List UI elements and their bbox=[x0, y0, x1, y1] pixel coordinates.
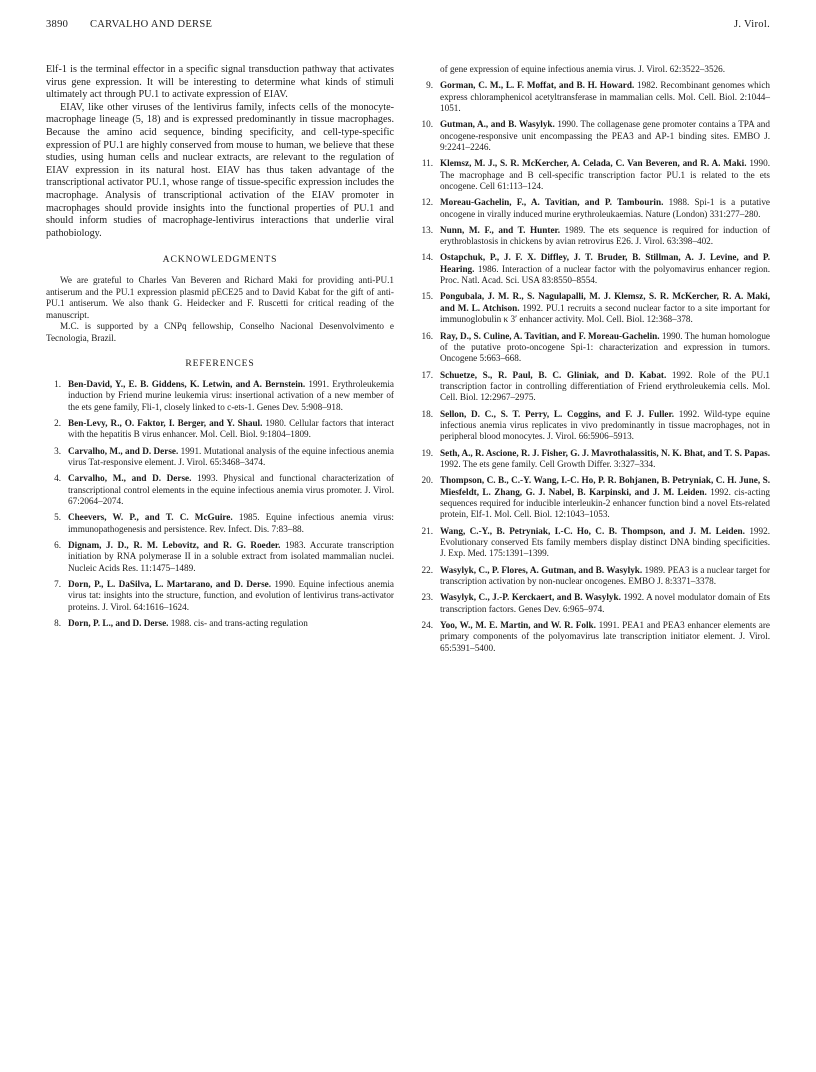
reference-text: 1985. Equine infectious anemia virus: immunopathogenesis and persistence. Rev. Infect. Dis. 7:83–88. bbox=[68, 512, 394, 534]
reference-authors: Wasylyk, C., P. Flores, A. Gutman, and B. Wasylyk. bbox=[440, 564, 643, 575]
reference-text: 1983. Accurate transcription initiation by RNA polymerase II in a soluble extract from isolated mammalian nuclei. Nucleic Acids Res. 11:1475–1489. bbox=[68, 539, 394, 573]
body-paragraph: EIAV, like other viruses of the lentivirus family, infects cells of the monocyte-macrophage lineage (5, 18) and is expressed predominantly in tissue macrophages. Because the amino acid sequence, binding specificity, and cell-type-specific expression of PU.1 are highly conserved from mouse to human, we believe that these studies, using human cells and nuclear extracts, are relevant to the regulation of EIAV expression in its natural host. EIAV has thus taken advantage of the transcriptional activator PU.1, whose range of tissue-specific expression includes the macrophage. Analysis of transcriptional activation of the EIAV promoter in macrophages should provide insights into the functional properties of PU.1 and should inform studies of macrophage-lentivirus interactions that underlie viral pathobiology. bbox=[46, 101, 394, 239]
page-number: 3890 bbox=[46, 19, 69, 30]
reference-text: 1988. Spi-1 is a putative oncogene in virally induced murine erythroleukaemias. Nature (London) 331:277–280. bbox=[440, 197, 770, 219]
references-list-right-items bbox=[418, 80, 770, 654]
reference-number: 4. bbox=[54, 473, 61, 484]
reference-item bbox=[418, 158, 770, 192]
reference-text: 1992. Role of the PU.1 transcription factor in controlling differentiation of Friend erythroleukemia cells. Mol. Cell. Biol. 12:2967–2975. bbox=[440, 369, 770, 403]
reference-item bbox=[418, 252, 770, 286]
reference-authors: Yoo, W., M. E. Martin, and W. R. Folk. bbox=[440, 619, 596, 630]
reference-text: 1989. PEA3 is a nuclear target for transcription activation by non-nuclear oncogenes. EMBO J. 8:3371–3378. bbox=[440, 564, 770, 586]
reference-number: 3. bbox=[54, 445, 61, 456]
body-paragraph: Elf-1 is the terminal effector in a specific signal transduction pathway that activates virus gene expression. It will be interesting to determine what kinds of stimuli ultimately act through PU.1 to activate expression of EIAV. bbox=[46, 64, 394, 101]
acknowledgments-paragraph: We are grateful to Charles Van Beveren and Richard Maki for providing anti-PU.1 antiserum and the PU.1 expression plasmid pECE25 and to David Kabat for the gift of anti-PU.1 antiserum. We also thank G. Heidecker and F. Ruscetti for critical reading of the manuscript. bbox=[46, 274, 394, 320]
reference-item bbox=[418, 331, 770, 365]
right-column bbox=[418, 64, 770, 659]
reference-number: 15. bbox=[421, 291, 433, 302]
reference-authors: Moreau-Gachelin, F., A. Tavitian, and P. Tambourin. bbox=[440, 197, 664, 208]
reference-item bbox=[418, 225, 770, 248]
reference-number: 19. bbox=[421, 447, 433, 458]
reference-authors: Wang, C.-Y., B. Petryniak, I.-C. Ho, C. B. Thompson, and J. M. Leiden. bbox=[440, 525, 745, 536]
reference-item bbox=[46, 512, 394, 535]
reference-text: 1980. Cellular factors that interact with the hepatitis B virus enhancer. Mol. Cell. Biol. 9:1804–1809. bbox=[68, 418, 395, 440]
reference-text: 1991. Erythroleukemia induction by Friend murine leukemia virus: insertional activation of a new member of the ets gene family, Fli-1, closely linked to c-ets-1. Genes Dev. 5:908–918. bbox=[68, 379, 394, 412]
reference-item bbox=[46, 473, 394, 507]
running-authors: CARVALHO AND DERSE bbox=[90, 19, 213, 30]
reference-number: 8. bbox=[54, 617, 61, 628]
reference-item bbox=[46, 418, 394, 441]
reference-item bbox=[418, 291, 770, 325]
reference-number: 1. bbox=[54, 379, 61, 390]
journal-name: J. Virol. bbox=[733, 19, 770, 30]
reference-authors: Ben-David, Y., E. B. Giddens, K. Letwin, and A. Bernstein. bbox=[68, 379, 306, 390]
reference-authors: Carvalho, M., and D. Derse. bbox=[68, 473, 192, 484]
reference-item bbox=[46, 446, 394, 469]
reference-text: 1992. Evolutionary conserved Ets family members display distinct DNA binding specificities. J. Exp. Med. 175:1391–1399. bbox=[440, 525, 770, 559]
reference-authors: Wasylyk, C., J.-P. Kerckaert, and B. Wasylyk. bbox=[440, 592, 621, 603]
reference-item bbox=[46, 618, 394, 629]
reference-authors: Cheevers, W. P., and T. C. McGuire. bbox=[68, 512, 233, 523]
reference-item bbox=[418, 409, 770, 443]
reference-continuation bbox=[418, 64, 770, 75]
reference-text: 1992. cis-acting sequences required for inducible interleukin-2 enhancer function bind a novel Ets-related protein, Elf-1. Mol. Cell. Biol. 12:1043–1053. bbox=[440, 486, 771, 520]
reference-item bbox=[418, 620, 770, 654]
reference-authors: Seth, A., R. Ascione, R. J. Fisher, G. J. Mavrothalassitis, N. K. Bhat, and T. S. Papas. bbox=[440, 447, 770, 458]
reference-authors: Carvalho, M., and D. Derse. bbox=[68, 445, 179, 456]
reference-item bbox=[418, 119, 770, 153]
reference-number: 10. bbox=[421, 119, 433, 130]
reference-number: 20. bbox=[421, 475, 433, 486]
reference-item bbox=[418, 565, 770, 588]
reference-text: 1986. Interaction of a nuclear factor with the polyomavirus enhancer region. Proc. Natl. Acad. Sci. USA 83:8550–8554. bbox=[440, 263, 770, 286]
reference-number: 14. bbox=[421, 252, 433, 263]
reference-number: 18. bbox=[421, 408, 433, 419]
reference-text: 1992. PU.1 recruits a second nuclear factor to a site important for immunoglobulin κ 3′ enhancer activity. Mol. Cell. Biol. 12:368–378. bbox=[440, 302, 770, 325]
reference-number: 24. bbox=[421, 619, 433, 630]
reference-authors: Sellon, D. C., S. T. Perry, L. Coggins, and F. J. Fuller. bbox=[440, 408, 675, 419]
reference-text: 1992. Wild-type equine infectious anemia virus replicates in vivo predominantly in tissue macrophages, not in peripheral blood monocytes. J. Virol. 66:5906–5913. bbox=[440, 408, 771, 442]
reference-text: 1992. The ets gene family. Cell Growth Differ. 3:327–334. bbox=[440, 458, 656, 469]
reference-item bbox=[46, 379, 394, 413]
reference-item bbox=[46, 579, 394, 613]
acknowledgments-heading: ACKNOWLEDGMENTS bbox=[162, 254, 278, 266]
reference-authors: Pongubala, J. M. R., S. Nagulapalli, M. J. Klemsz, S. R. McKercher, R. A. Maki, and M. L. Atchison. bbox=[440, 291, 770, 313]
reference-item bbox=[418, 197, 770, 220]
reference-number: 9. bbox=[426, 80, 433, 91]
reference-number: 6. bbox=[54, 539, 61, 550]
reference-item bbox=[418, 80, 770, 114]
reference-authors: Ray, D., S. Culine, A. Tavitian, and F. Moreau-Gachelin. bbox=[440, 330, 660, 341]
reference-authors: Ostapchuk, P., J. F. X. Diffley, J. T. Bruder, B. Stillman, A. J. Levine, and P. Hearing. bbox=[440, 252, 770, 274]
reference-text: 1993. Physical and functional characterization of transcriptional control elements in the equine infectious anemia virus promoter. J. Virol. 67:2064–2074. bbox=[68, 473, 394, 507]
reference-authors: Thompson, C. B., C.-Y. Wang, I.-C. Ho, P. R. Bohjanen, B. Petryniak, C. H. June, S. Miesfeldt, L. Zhang, G. J. Nabel, B. Karpinski, and J. M. Leiden. bbox=[440, 475, 770, 497]
reference-authors: Dorn, P., L. DaSilva, L. Martarano, and D. Derse. bbox=[68, 578, 272, 589]
references-list-left bbox=[46, 379, 394, 629]
acknowledgments-paragraph: M.C. is supported by a CNPq fellowship, Conselho Nacional Desenvolvimento e Tecnologia, Brazil. bbox=[46, 321, 394, 343]
reference-number: 5. bbox=[54, 512, 61, 523]
reference-number: 12. bbox=[421, 197, 433, 208]
reference-authors: Dorn, P. L., and D. Derse. bbox=[68, 617, 169, 628]
reference-number: 23. bbox=[421, 592, 433, 603]
reference-number: 22. bbox=[421, 564, 433, 575]
reference-item bbox=[418, 475, 770, 521]
reference-text: 1990. The human homologue of the putative proto-oncogene Spi-1: characterization and expression in tumors. Oncogene 5:663–668. bbox=[440, 330, 771, 364]
reference-item bbox=[418, 526, 770, 560]
reference-authors: Gutman, A., and B. Wasylyk. bbox=[440, 119, 555, 130]
reference-text: of gene expression of equine infectious anemia virus. J. Virol. 62:3522–3526. bbox=[440, 64, 726, 74]
reference-text: 1990. The collagenase gene promoter contains a TPA and oncogene-responsive unit encompassing the PEA3 and AP-1 binding sites. EMBO J. 9:2241–2246. bbox=[440, 119, 770, 153]
reference-authors: Nunn, M. F., and T. Hunter. bbox=[440, 224, 561, 235]
references-list-right bbox=[418, 64, 770, 75]
reference-number: 11. bbox=[421, 158, 433, 169]
reference-text: 1989. The ets sequence is required for induction of erythroblastosis in chickens by avian retrovirus E26. J. Virol. 63:398–402. bbox=[440, 224, 770, 247]
reference-authors: Schuetze, S., R. Paul, B. C. Gliniak, and D. Kabat. bbox=[440, 369, 667, 380]
reference-text: 1982. Recombinant genomes which express chloramphenicol acetyltransferase in mammalian cells. Mol. Cell. Biol. 2:1044–1051. bbox=[440, 80, 770, 114]
reference-authors: Ben-Levy, R., O. Faktor, I. Berger, and Y. Shaul. bbox=[68, 418, 263, 429]
reference-number: 2. bbox=[54, 418, 61, 429]
reference-item bbox=[46, 540, 394, 574]
reference-text: 1988. cis- and trans-acting regulation bbox=[168, 617, 308, 628]
reference-item bbox=[418, 370, 770, 404]
left-column bbox=[46, 64, 394, 634]
reference-text: 1992. A novel modulator domain of Ets transcription factors. Genes Dev. 6:965–974. bbox=[440, 592, 770, 614]
reference-text: 1990. The macrophage and B cell-specific transcription factor PU.1 is related to the ets oncogene. Cell 61:113–124. bbox=[440, 158, 771, 192]
reference-authors: Klemsz, M. J., S. R. McKercher, A. Celada, C. Van Beveren, and R. A. Maki. bbox=[440, 158, 747, 169]
reference-text: 1991. Mutational analysis of the equine infectious anemia virus Tat-responsive element. J. Virol. 65:3468–3474. bbox=[68, 445, 394, 468]
reference-item bbox=[418, 592, 770, 615]
reference-number: 21. bbox=[421, 525, 433, 536]
running-header bbox=[46, 19, 770, 33]
reference-item bbox=[418, 448, 770, 471]
reference-number: 17. bbox=[421, 369, 433, 380]
reference-authors: Dignam, J. D., R. M. Lebovitz, and R. G. Roeder. bbox=[68, 539, 281, 550]
reference-text: 1991. PEA1 and PEA3 enhancer elements are primary components of the polyomavirus late transcription initiator element. J. Virol. 65:5391–5400. bbox=[440, 619, 770, 653]
reference-text: 1990. Equine infectious anemia virus tat: insights into the structure, function, and evolution of lentivirus trans-activator proteins. J. Virol. 64:1616–1624. bbox=[68, 578, 394, 612]
reference-authors: Gorman, C. M., L. F. Moffat, and B. H. Howard. bbox=[440, 80, 635, 91]
reference-number: 7. bbox=[54, 578, 61, 589]
references-heading: REFERENCES bbox=[185, 358, 255, 370]
reference-number: 13. bbox=[421, 224, 433, 235]
reference-number: 16. bbox=[421, 330, 433, 341]
